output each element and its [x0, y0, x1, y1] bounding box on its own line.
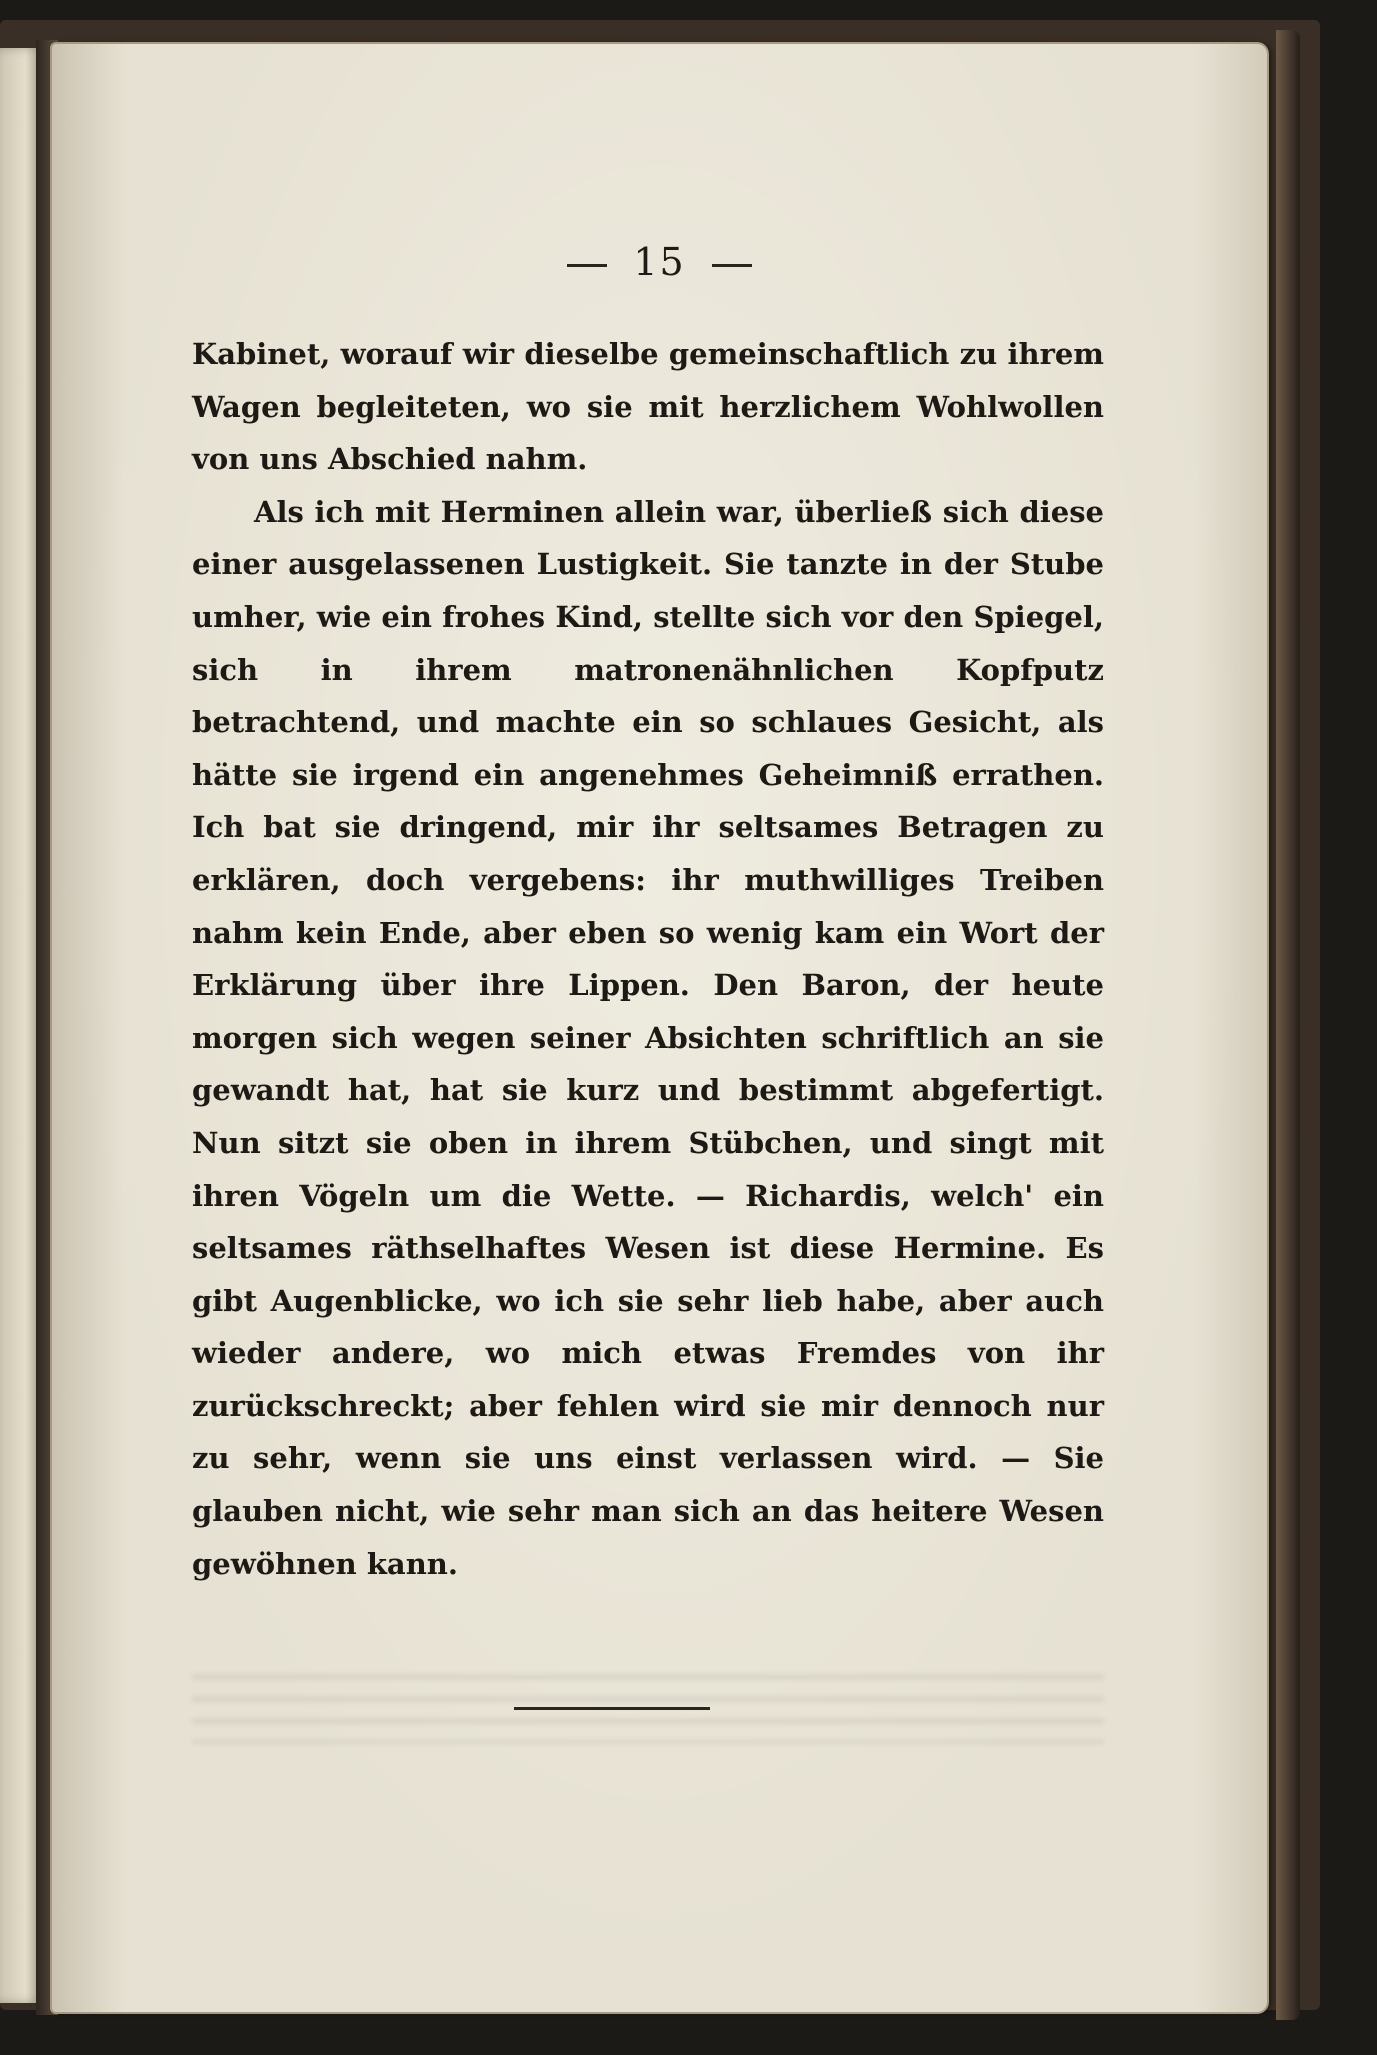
header-dash-right	[712, 264, 752, 267]
page-body	[192, 328, 1104, 1590]
cover-edge	[1276, 30, 1300, 2020]
header-dash-left	[567, 264, 607, 267]
book-page	[52, 44, 1267, 2012]
page-number: 15	[633, 240, 686, 284]
page-header	[52, 240, 1267, 284]
paragraph-2: Als ich mit Herminen allein war, überließ sich diese einer ausgelassenen Lustigkeit. Sie tanzte in der Stube umher, wie ein frohes Kind, stellte sich vor den Spiegel, sich in ihrem matronenähnlichen Kopfputz betrachtend, und machte ein so schlaues Gesicht, als hätte sie irgend ein angenehmes Geheimniß errathen. Ich bat sie dringend, mir ihr seltsames Betragen zu erklären, doch vergebens: ihr muthwilliges Treiben nahm kein Ende, aber eben so wenig kam ein Wort der Erklärung über ihre Lippen. Den Baron, der heute morgen sich wegen seiner Absichten schriftlich an sie gewandt hat, hat sie kurz und bestimmt abgefertigt. Nun sitzt sie oben in ihrem Stübchen, und singt mit ihren Vögeln um die Wette. — Richardis, welch' ein seltsames räthselhaftes Wesen ist diese Hermine. Es gibt Augenblicke, wo ich sie sehr lieb habe, aber auch wieder andere, wo mich etwas Fremdes von ihr zurückschreckt; aber fehlen wird sie mir dennoch nur zu sehr, wenn sie uns einst verlassen wird. — Sie glauben nicht, wie sehr man sich an das heitere Wesen gewöhnen kann.	[192, 494, 1104, 1581]
paragraph-1: Kabinet, worauf wir dieselbe gemeinschaftlich zu ihrem Wagen begleiteten, wo sie mit herzlichem Wohlwollen von uns Abschied nahm.	[192, 337, 1104, 477]
end-rule	[514, 1707, 710, 1710]
